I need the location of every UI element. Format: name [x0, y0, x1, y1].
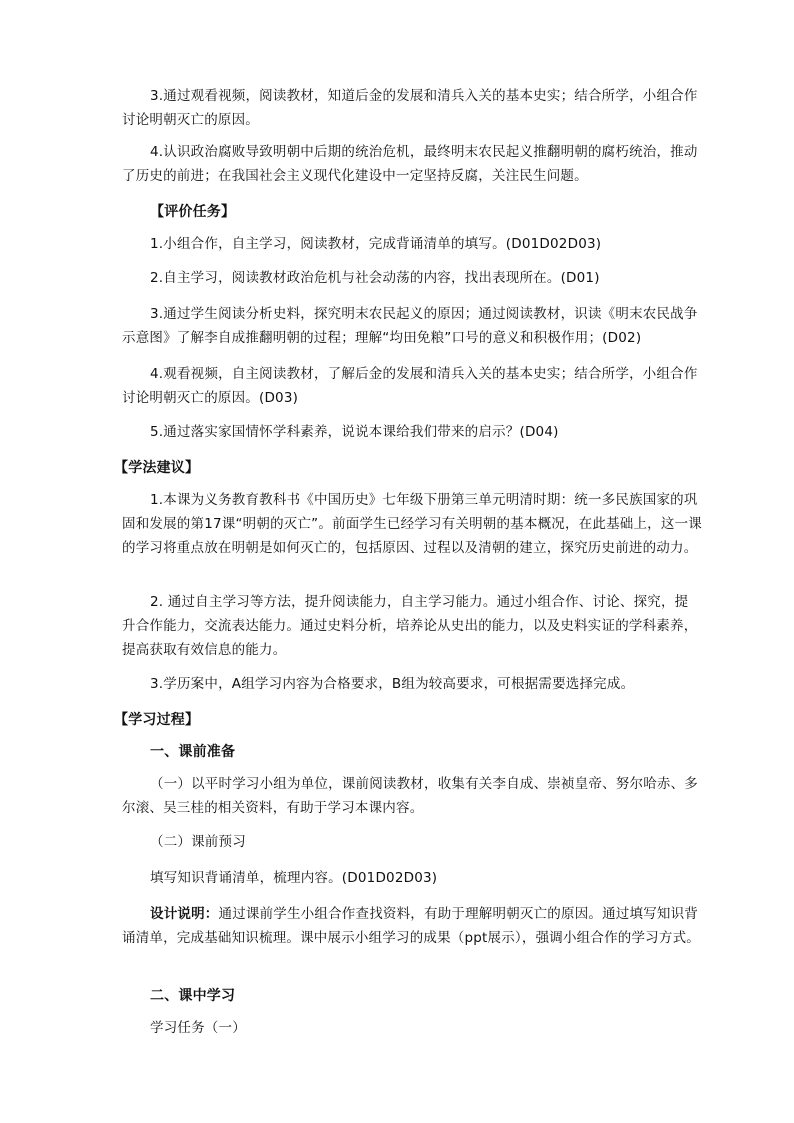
- design-note-label: 设计说明：: [150, 906, 219, 922]
- preview-text: 填写知识背诵清单，梳理内容。(D01D02D03): [150, 870, 438, 886]
- task-1-title: 学习任务（一）: [150, 1020, 246, 1036]
- design-note-text: 通过课前学生小组合作查找资料，有助于理解明朝灭亡的原因。通过填写知识背诵清单，完成基础知识梳理。课中展示小组学习的成果（ppt展示），强调小组合作的学习方式。: [122, 906, 700, 946]
- design-note: [122, 902, 702, 950]
- evaluation-item-1: 1.小组合作，自主学习，阅读教材，完成背诵清单的填写。(D01D02D03): [150, 236, 602, 252]
- objective-item-4: 4.认识政治腐败导致明朝中后期的统治危机，最终明末农民起义推翻明朝的腐朽统治，推动了历史的前进；在我国社会主义现代化建设中一定坚持反腐，关注民生问题。: [122, 144, 698, 184]
- evaluation-item-3: 3.通过学生阅读分析史料，探究明末农民起义的原因；通过阅读教材，识读《明末农民战争示意图》了解李自成推翻明朝的过程；理解“均田免粮”口号的意义和积极作用；(D02): [122, 306, 698, 346]
- evaluation-item-5: 5.通过落实家国情怀学科素养，说说本课给我们带来的启示？(D04): [150, 424, 559, 440]
- evaluation-heading: 【评价任务】: [150, 204, 236, 220]
- section-1-title: 一、课前准备: [150, 744, 236, 760]
- objective-item-3: 3.通过观看视频，阅读教材，知道后金的发展和清兵入关的基本史实；结合所学，小组合作讨论明朝灭亡的原因。: [122, 88, 698, 128]
- preparation-item-2: （二）课前预习: [150, 834, 246, 850]
- preparation-item-1: （一）以平时学习小组为单位，课前阅读教材，收集有关李自成、崇祯皇帝、努尔哈赤、多尔滚、吴三桂的相关资料，有助于学习本课内容。: [122, 776, 698, 816]
- section-2-title: 二、课中学习: [150, 988, 236, 1004]
- study-advice-item-1: 1.本课为义务教育教科书《中国历史》七年级下册第三单元明清时期：统一多民族国家的巩固和发展的第17课“明朝的灭亡”。前面学生已经学习有关明朝的基本概况，在此基础上，这一课的学习将重点放在明朝是如何灭亡的，包括原因、过程以及清朝的建立，探究历史前进的动力。: [122, 492, 702, 556]
- evaluation-item-4: 4.观看视频，自主阅读教材，了解后金的发展和清兵入关的基本史实；结合所学，小组合作讨论明朝灭亡的原因。(D03): [122, 366, 698, 406]
- study-advice-item-3: 3.学历案中，A组学习内容为合格要求，B组为较高要求，可根据需要选择完成。: [150, 676, 635, 692]
- process-heading: 【学习过程】: [114, 712, 200, 728]
- evaluation-item-2: 2.自主学习，阅读教材政治危机与社会动荡的内容，找出表现所在。(D01): [150, 270, 600, 286]
- study-advice-item-2: 2. 通过自主学习等方法，提升阅读能力，自主学习能力。通过小组合作、讨论、探究，提升合作能力，交流表达能力。通过史料分析，培养论从史出的能力，以及史料实证的学科素养，提高获取有效信息的能力。: [122, 594, 698, 658]
- study-advice-heading: 【学法建议】: [114, 460, 200, 476]
